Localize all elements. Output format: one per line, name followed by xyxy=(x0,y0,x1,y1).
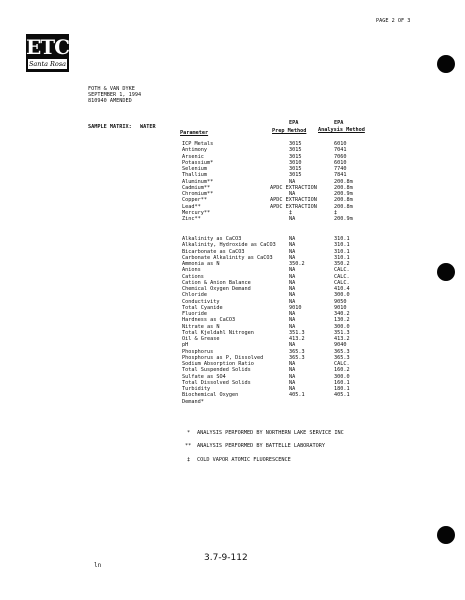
footnote-text: ANALYSIS PERFORMED BY BATTELLE LABORATORY xyxy=(197,443,326,449)
analysis-method-cell: 365.3 xyxy=(334,348,350,355)
parameter-cell: Cations xyxy=(182,273,204,280)
prep-method-cell: 9010 xyxy=(289,304,302,311)
parameter-cell: Chemical Oxygen Demand xyxy=(182,286,251,292)
parameter-cell: Biochemical Oxygen xyxy=(182,392,239,399)
parameter-cell: pH xyxy=(182,342,189,349)
prep-method-cell: 3015 xyxy=(289,166,302,172)
parameter-cell: Hardness as CaCO3 xyxy=(182,317,236,324)
parameter-cell: Zinc** xyxy=(182,216,201,222)
parameter-cell: Phosphorus as P, Dissolved xyxy=(182,354,264,361)
analysis-method-cell: 200.8m xyxy=(334,184,353,191)
prep-method-cell: 3015 xyxy=(289,141,302,147)
analysis-method-cell: 200.9m xyxy=(334,191,353,197)
analysis-method-cell: 200.9m xyxy=(334,216,353,222)
analysis-method-cell: 310.1 xyxy=(334,242,350,249)
prep-method-cell: NA xyxy=(289,386,296,392)
analysis-method-cell: CALC. xyxy=(334,273,350,280)
prep-method-cell: NA xyxy=(289,323,296,330)
prep-method-cell: NA xyxy=(289,311,296,317)
parameter-cell: Mercury** xyxy=(182,209,211,216)
parameter-cell: Carbonate Alkalinity as CaCO3 xyxy=(182,254,273,261)
analysis-method-cell: 200.8m xyxy=(334,197,353,204)
parameter-cell: Sulfate as SO4 xyxy=(182,373,226,380)
parameter-cell: Antimony xyxy=(182,147,207,154)
analysis-method-cell: ‡ xyxy=(334,209,338,216)
parameter-cell: ICP Metals xyxy=(182,141,214,147)
prep-method-cell: NA xyxy=(289,273,296,280)
prep-method-cell: 350.2 xyxy=(289,261,305,267)
prep-method-cell: NA xyxy=(289,286,296,292)
parameter-cell: Aluminum** xyxy=(182,178,214,185)
analysis-method-cell: 405.1 xyxy=(334,392,350,399)
prep-method-cell: NA xyxy=(289,342,296,349)
client-name: FOTH & VAN DYKE xyxy=(88,86,135,92)
prep-method-cell: NA xyxy=(289,373,296,380)
prep-method-cell: NA xyxy=(289,254,296,261)
binder-hole-bottom xyxy=(437,526,455,544)
parameter-cell: Oil & Grease xyxy=(182,336,220,342)
analysis-method-cell: CALC. xyxy=(334,267,350,274)
prep-method-cell: NA xyxy=(289,361,296,367)
analysis-method-cell: 7740 xyxy=(334,166,347,172)
analysis-method-cell: 200.8m xyxy=(334,178,353,185)
prep-method-cell: NA xyxy=(289,191,296,197)
binder-hole-middle xyxy=(437,263,455,281)
prep-method-cell: NA xyxy=(289,236,296,242)
analysis-method-cell: 410.4 xyxy=(334,286,350,292)
parameter-cell: Alkalinity as CaCO3 xyxy=(182,236,242,242)
analysis-method-cell: 160.2 xyxy=(334,367,350,374)
parameter-cell: Anions xyxy=(182,267,201,274)
binder-hole-top xyxy=(437,55,455,73)
sample-matrix-value: WATER xyxy=(140,124,156,130)
parameter-cell: Cation & Anion Balance xyxy=(182,279,251,286)
footnote-mark: * xyxy=(187,430,191,436)
prep-method-cell: NA xyxy=(289,248,296,255)
analysis-method-cell: 300.0 xyxy=(334,323,350,330)
logo-subtitle: Santa Rosa xyxy=(28,60,67,68)
analysis-method-cell: 340.2 xyxy=(334,311,350,317)
parameter-cell: Chloride xyxy=(182,292,207,299)
prep-method-header: Prep Method xyxy=(272,128,307,134)
parameter-cell: Chromium** xyxy=(182,191,214,197)
analysis-method-cell: 351.3 xyxy=(334,329,350,336)
analysis-method-cell: 7841 xyxy=(334,172,347,179)
etc-logo xyxy=(26,34,69,72)
prep-method-cell: APDC EXTRACTION xyxy=(270,184,317,191)
prep-method-cell: APDC EXTRACTION xyxy=(270,197,317,204)
analysis-method-cell: 300.0 xyxy=(334,373,350,380)
prep-method-cell: 3015 xyxy=(289,147,302,154)
prep-method-cell: 405.1 xyxy=(289,392,305,399)
analysis-method-cell: 310.1 xyxy=(334,248,350,255)
prep-method-cell: NA xyxy=(289,317,296,324)
prep-method-header-top: EPA xyxy=(289,120,299,126)
analysis-method-cell: 350.2 xyxy=(334,261,350,267)
footnote-text: ANALYSIS PERFORMED BY NORTHERN LAKE SERVICE INC xyxy=(197,430,344,436)
analysis-method-cell: 7060 xyxy=(334,153,347,160)
parameter-header: Parameter xyxy=(180,130,209,136)
analysis-method-cell: 160.1 xyxy=(334,379,350,386)
prep-method-cell: 351.3 xyxy=(289,329,305,336)
job-number: 810940 AMENDED xyxy=(88,98,132,104)
footnote-text: COLD VAPOR ATOMIC FLUORESCENCE xyxy=(197,457,291,463)
parameter-cell: Alkalinity, Hydroxide as CaCO3 xyxy=(182,242,276,249)
footnote-mark: ‡ xyxy=(187,457,191,463)
analysis-method-cell: 300.0 xyxy=(334,292,350,299)
parameter-cell: Turbidity xyxy=(182,386,211,392)
parameter-cell: Selenium xyxy=(182,166,207,172)
analysis-method-cell: 310.1 xyxy=(334,254,350,261)
parameter-cell: Copper** xyxy=(182,197,207,204)
prep-method-cell: NA xyxy=(289,216,296,222)
prep-method-cell: ‡ xyxy=(289,209,293,216)
parameter-cell: Arsenic xyxy=(182,153,204,160)
analysis-method-cell: CALC. xyxy=(334,279,350,286)
analysis-method-cell: 6010 xyxy=(334,159,347,166)
analysis-method-cell: 9050 xyxy=(334,298,347,305)
prep-method-cell: 3015 xyxy=(289,172,302,179)
parameter-cell: Lead** xyxy=(182,203,201,210)
parameter-cell: Total Suspended Solids xyxy=(182,367,251,374)
parameter-cell: Phosphorus xyxy=(182,348,214,355)
prep-method-cell: NA xyxy=(289,242,296,249)
prep-method-cell: NA xyxy=(289,267,296,274)
page-number: PAGE 2 OF 3 xyxy=(376,18,411,24)
parameter-cell: Bicarbonate as CaCO3 xyxy=(182,248,245,255)
typist-initials: ln xyxy=(94,562,102,569)
logo-text: ETC xyxy=(26,35,70,59)
prep-method-cell: NA xyxy=(289,292,296,299)
parameter-cell: Total Dissolved Solids xyxy=(182,379,251,386)
parameter-cell: Cadmium** xyxy=(182,184,211,191)
analysis-method-cell: 130.2 xyxy=(334,317,350,324)
parameter-cell: Ammonia as N xyxy=(182,261,220,267)
analysis-method-cell: 180.1 xyxy=(334,386,350,392)
prep-method-cell: 365.3 xyxy=(289,348,305,355)
parameter-cell: Potassium* xyxy=(182,159,214,166)
analysis-method-cell: CALC. xyxy=(334,361,350,367)
analysis-method-cell: 6010 xyxy=(334,141,347,147)
analysis-method-cell: 310.1 xyxy=(334,236,350,242)
analysis-method-header-top: EPA xyxy=(334,120,344,126)
analysis-method-cell: 7041 xyxy=(334,147,347,154)
analysis-method-cell: 413.2 xyxy=(334,336,350,342)
parameter-cell: Total Cyanide xyxy=(182,304,223,311)
sample-matrix-label: SAMPLE MATRIX: xyxy=(88,124,132,130)
analysis-method-header: Analysis Method xyxy=(318,127,365,133)
prep-method-cell: 3015 xyxy=(289,153,302,160)
report-date: SEPTEMBER 1, 1994 xyxy=(88,92,142,98)
analysis-method-cell: 9010 xyxy=(334,304,347,311)
prep-method-cell: NA xyxy=(289,178,296,185)
parameter-cell: Thallium xyxy=(182,172,207,179)
analysis-method-cell: 9040 xyxy=(334,342,347,349)
prep-method-cell: NA xyxy=(289,298,296,305)
prep-method-cell: NA xyxy=(289,379,296,386)
parameter-cell: Total Kjeldahl Nitrogen xyxy=(182,329,254,336)
analysis-method-cell: 365.3 xyxy=(334,354,350,361)
footnote-mark: ** xyxy=(185,443,192,449)
prep-method-cell: NA xyxy=(289,279,296,286)
analysis-method-cell: 200.8m xyxy=(334,203,353,210)
parameter-cell: Sodium Absorption Ratio xyxy=(182,361,254,367)
prep-method-cell: 365.3 xyxy=(289,354,305,361)
prep-method-cell: 3010 xyxy=(289,159,302,166)
parameter-cell: Conductivity xyxy=(182,298,220,305)
document-number: 3.7-9-112 xyxy=(204,553,248,563)
prep-method-cell: 413.2 xyxy=(289,336,305,342)
prep-method-cell: NA xyxy=(289,367,296,374)
parameter-cell: Nitrate as N xyxy=(182,323,220,330)
parameter-cell: Fluoride xyxy=(182,311,207,317)
prep-method-cell: APDC EXTRACTION xyxy=(270,203,317,210)
parameter-cell: Demand* xyxy=(182,398,204,405)
